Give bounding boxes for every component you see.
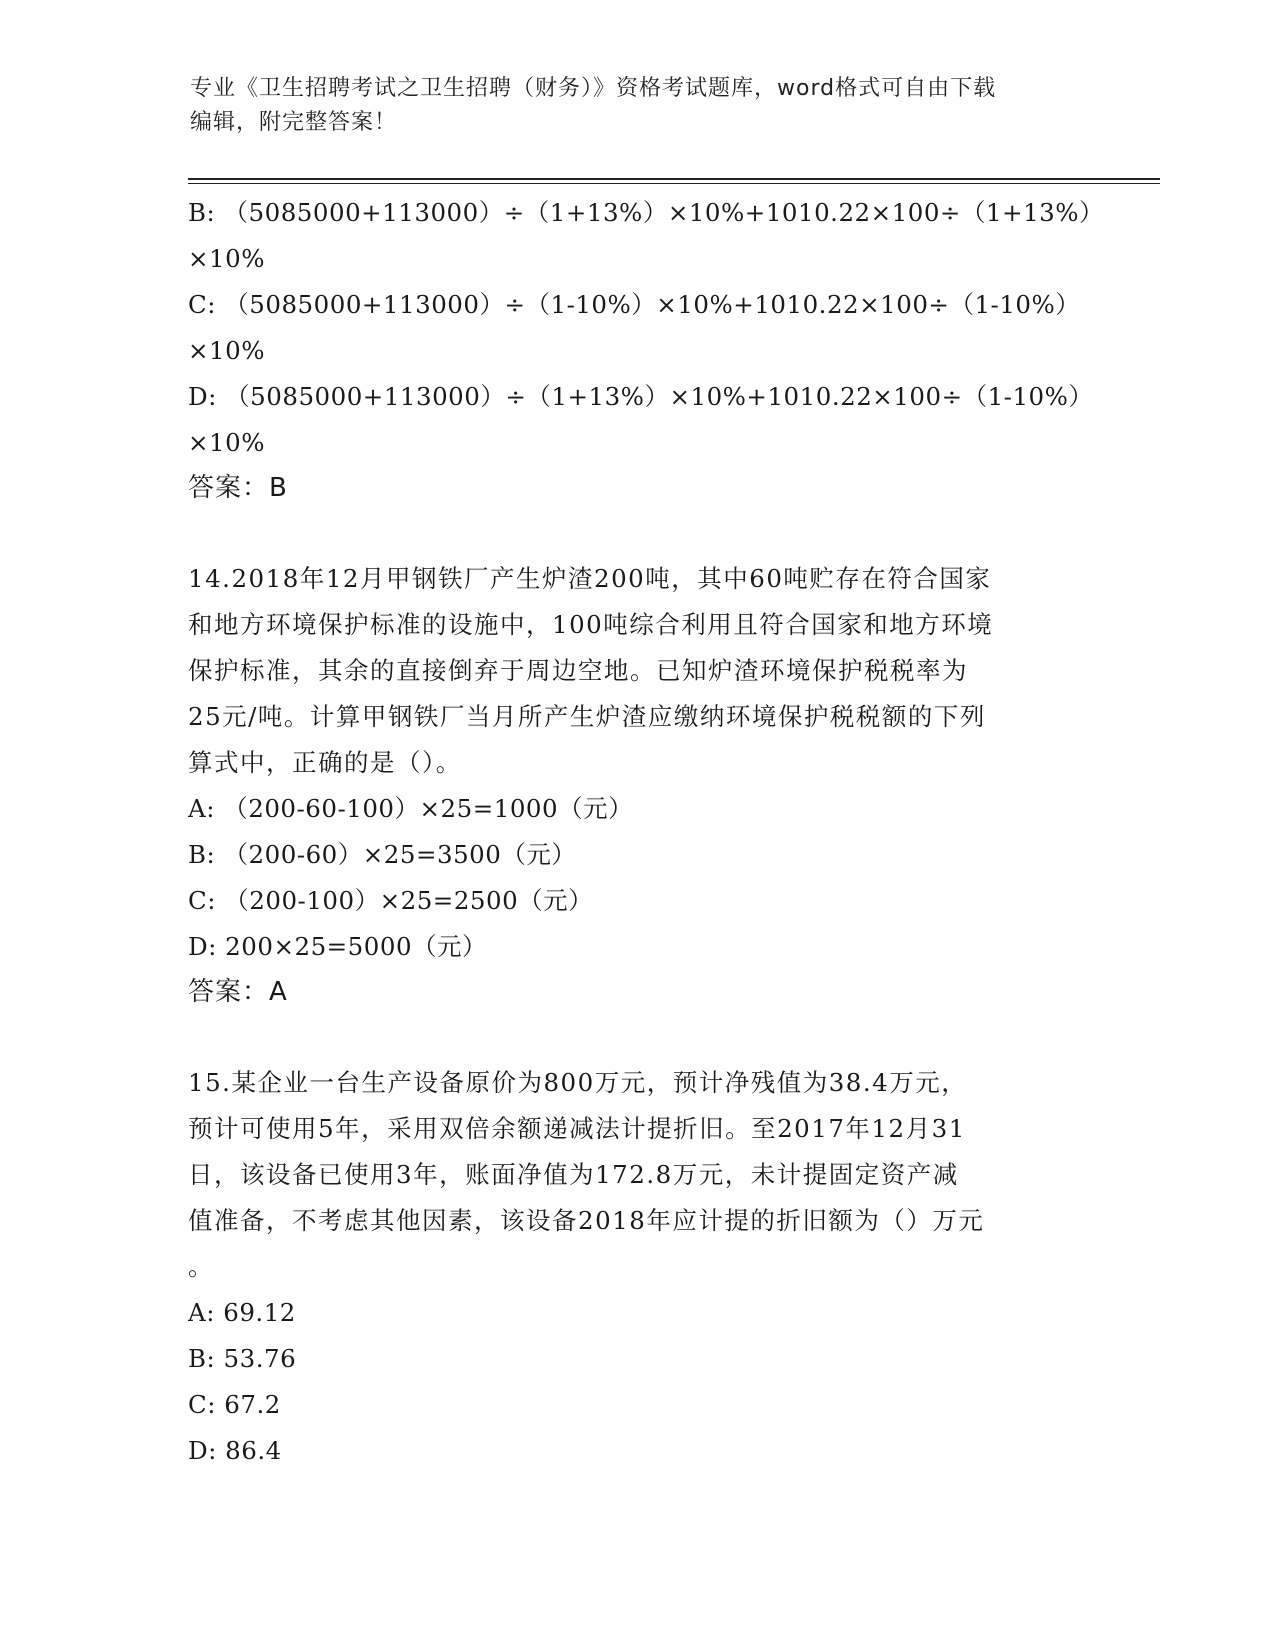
q14-stem-line: 保护标准，其余的直接倒弃于周边空地。已知炉渣环境保护税税率为: [188, 656, 968, 685]
q13-option-d-cont: ×10%: [188, 428, 265, 457]
q15-stem-line: 日，该设备已使用3年，账面净值为172.8万元，未计提固定资产减: [188, 1160, 959, 1189]
header-line-2: 编辑，附完整答案！: [190, 110, 398, 135]
q13-answer: 答案：B: [188, 473, 288, 503]
q15-stem-line: 预计可使用5年，采用双倍余额递减法计提折旧。至2017年12月31: [188, 1114, 966, 1143]
q13-option-b-cont: ×10%: [188, 244, 265, 273]
q15-stem-line: 15.某企业一台生产设备原价为800万元，预计净残值为38.4万元，: [188, 1068, 968, 1097]
q14-stem-line: 25元/吨。计算甲钢铁厂当月所产生炉渣应缴纳环境保护税税额的下列: [188, 702, 986, 731]
q14-answer: 答案：A: [188, 977, 288, 1007]
q13-option-c: C: （5085000+113000）÷（1-10%）×10%+1010.22×100÷（1-10%）: [188, 290, 1081, 319]
spacer: [188, 510, 1088, 556]
q14-stem-line: 14.2018年12月甲钢铁厂产生炉渣200吨，其中60吨贮存在符合国家: [188, 564, 992, 593]
q15-stem: [188, 1060, 1088, 1290]
question-15: [188, 1060, 1088, 1474]
page-content: [188, 190, 1105, 1474]
q13-option-d: D: （5085000+113000）÷（1+13%）×10%+1010.22×100÷（1-10%）: [188, 382, 1094, 411]
q14-stem: [188, 556, 1088, 786]
q13-option-c-cont: ×10%: [188, 336, 265, 365]
q15-option-c: C: 67.2: [188, 1390, 281, 1419]
question-13: [188, 190, 1105, 510]
q14-option-a: A: （200-60-100）×25=1000（元）: [188, 794, 634, 823]
q14-option-c: C: （200-100）×25=2500（元）: [188, 886, 594, 915]
q15-stem-line: 。: [188, 1252, 214, 1281]
q14-option-d: D: 200×25=5000（元）: [188, 932, 488, 961]
header-rule-top: [188, 178, 1160, 180]
q13-option-b: B: （5085000+113000）÷（1+13%）×10%+1010.22×100÷（1+13%）: [188, 198, 1105, 227]
q15-option-d: D: 86.4: [188, 1436, 282, 1465]
header-line-1: 专业《卫生招聘考试之卫生招聘（财务）》资格考试题库，word格式可自由下载: [190, 76, 997, 101]
q14-stem-line: 和地方环境保护标准的设施中，100吨综合利用且符合国家和地方环境: [188, 610, 994, 639]
q14-stem-line: 算式中，正确的是（）。: [188, 748, 462, 777]
page-header: [190, 72, 1090, 140]
header-rule-bottom: [188, 183, 1160, 184]
q15-option-b: B: 53.76: [188, 1344, 297, 1373]
q15-stem-line: 值准备，不考虑其他因素，该设备2018年应计提的折旧额为（）万元: [188, 1206, 985, 1235]
q14-option-b: B: （200-60）×25=3500（元）: [188, 840, 577, 869]
spacer: [188, 1014, 1088, 1060]
q15-option-a: A: 69.12: [188, 1298, 296, 1327]
question-14: [188, 556, 1088, 1014]
